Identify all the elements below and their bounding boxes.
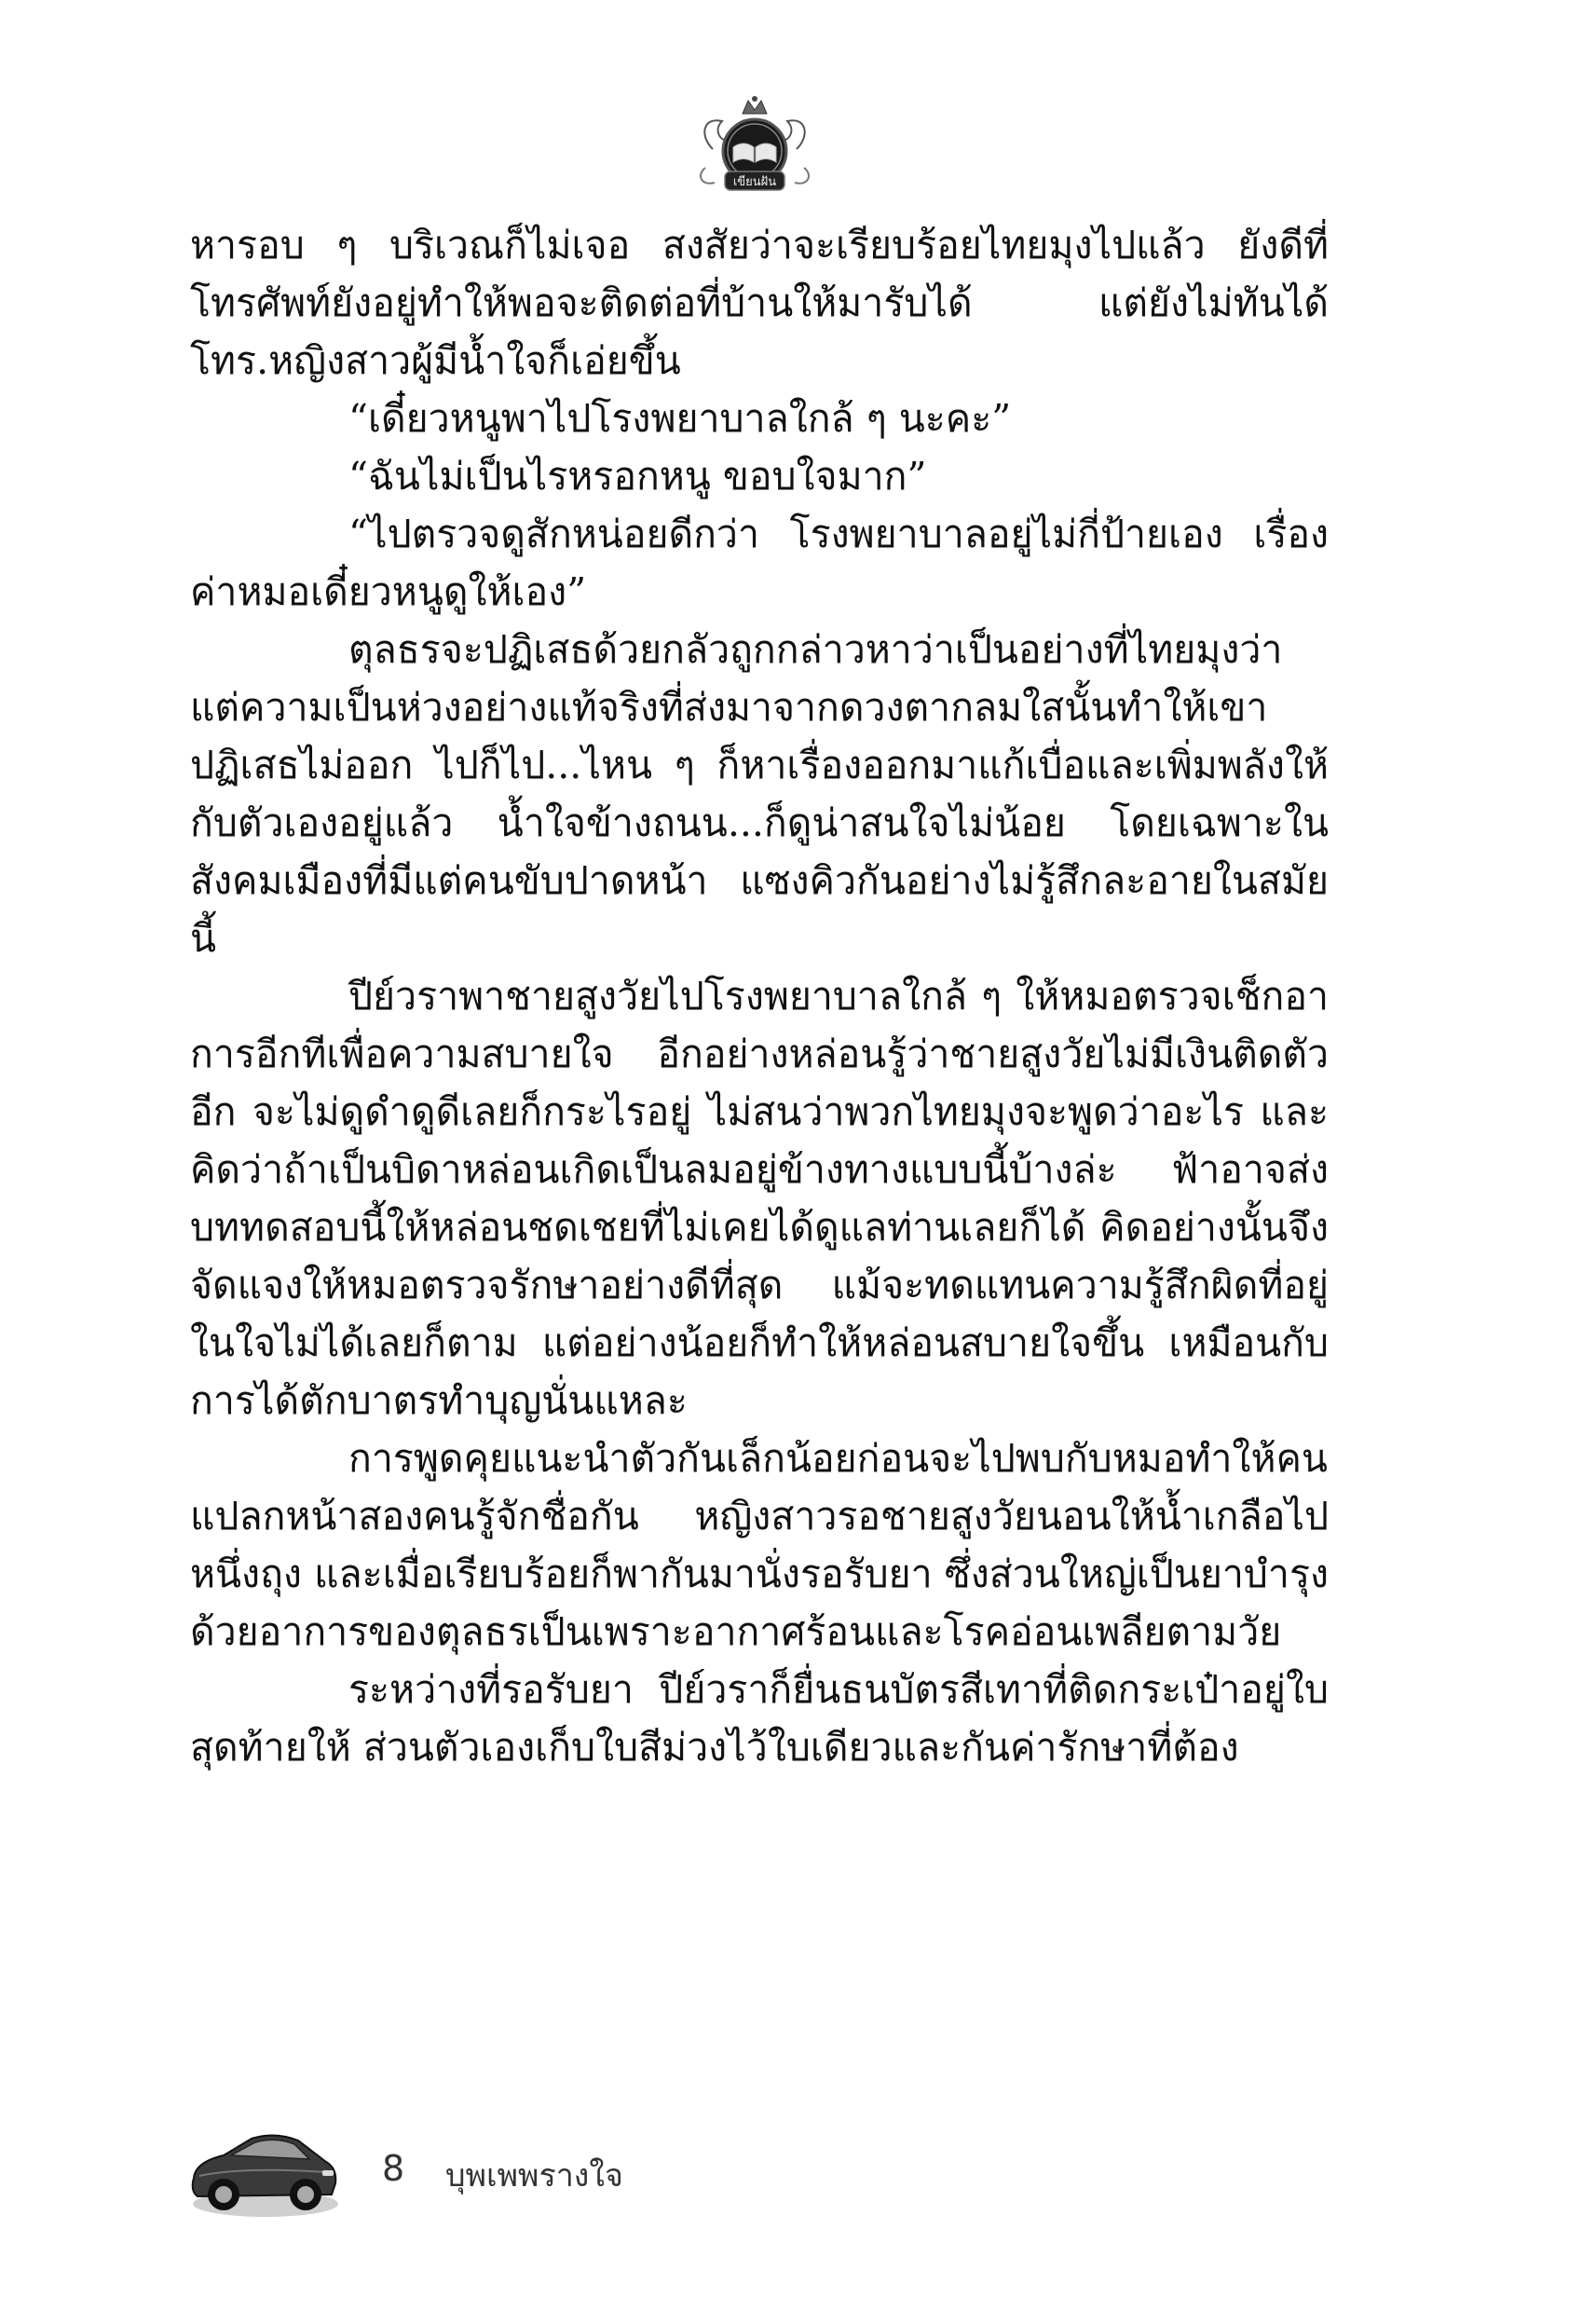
dialogue-paragraph: “เดี๋ยวหนูพาไปโรงพยาบาลใกล้ ๆ นะคะ” [348, 396, 1012, 441]
paragraph: ตุลธรจะปฏิเสธด้วยกลัวถูกกล่าวหาว่าเป็นอย่างที่ไทยมุงว่า แต่ความเป็นห่วงอย่างแท้จริงที่ส่งมาจากดวงตากลมใสนั้นทำให้เขาปฏิเสธไม่ออก ไปก็ไป...ไหน ๆ ก็หาเรื่องออกมาแก้เบื่อและเพิ่มพลังให้กับตัวเองอยู่แล้ว น้ำใจข้างถนน...ก็ดูน่าสนใจไม่น้อย โดยเฉพาะในสังคมเมืองที่มีแต่คนขับปาดหน้า แซงคิวกันอย่างไม่รู้สึกละอายในสมัยนี้ [190, 627, 1329, 961]
body-text [190, 216, 1329, 1776]
header-logo [694, 93, 815, 200]
paragraph: ระหว่างที่รอรับยา ปีย์วราก็ยื่นธนบัตรสีเทาที่ติดกระเป๋าอยู่ใบสุดท้ายให้ ส่วนตัวเองเก็บใบสีม่วงไว้ใบเดียวและกันค่ารักษาที่ต้อง [190, 1667, 1329, 1770]
paragraph: การพูดคุยแนะนำตัวกันเล็กน้อยก่อนจะไปพบกับหมอทำให้คนแปลกหน้าสองคนรู้จักชื่อกัน หญิงสาวรอชายสูงวัยนอนให้น้ำเกลือไปหนึ่งถุง และเมื่อเรียบร้อยก็พากันมานั่งรอรับยา ซึ่งส่วนใหญ่เป็นยาบำรุง ด้วยอาการของตุลธรเป็นเพราะอากาศร้อนและโรคอ่อนเพลียตามวัย [190, 1436, 1329, 1654]
sports-car-icon [186, 2111, 340, 2227]
footer-car-image [186, 2111, 340, 2227]
dialogue-paragraph: “ไปตรวจดูสักหน่อยดีกว่า โรงพยาบาลอยู่ไม่กี่ป้ายเอง เรื่องค่าหมอเดี๋ยวหนูดูให้เอง” [190, 512, 1329, 614]
ornamental-book-emblem-icon [694, 93, 815, 200]
paragraph: หารอบ ๆ บริเวณก็ไม่เจอ สงสัยว่าจะเรียบร้อยไทยมุงไปแล้ว ยังดีที่โทรศัพท์ยังอยู่ทำให้พอจะติดต่อที่บ้านให้มารับได้ แต่ยังไม่ทันได้โทร.หญิงสาวผู้มีน้ำใจก็เอ่ยขึ้น [190, 223, 1329, 383]
page-footer [186, 2111, 1025, 2241]
logo-text: เขียนฝัน [732, 175, 777, 189]
page-number: 8 [382, 2148, 405, 2189]
dialogue-paragraph: “ฉันไม่เป็นไรหรอกหนู ขอบใจมาก” [348, 454, 927, 499]
paragraph: ปีย์วราพาชายสูงวัยไปโรงพยาบาลใกล้ ๆ ให้หมอตรวจเช็กอาการอีกทีเพื่อความสบายใจ อีกอย่างหล่อนรู้ว่าชายสูงวัยไม่มีเงินติดตัวอีก จะไม่ดูดำดูดีเลยก็กระไรอยู่ ไม่สนว่าพวกไทยมุงจะพูดว่าอะไร และคิดว่าถ้าเป็นบิดาหล่อนเกิดเป็นลมอยู่ข้างทางแบบนี้บ้างล่ะ ฟ้าอาจส่งบททดสอบนี้ให้หล่อนชดเชยที่ไม่เคยได้ดูแลท่านเลยก็ได้ คิดอย่างนั้นจึงจัดแจงให้หมอตรวจรักษาอย่างดีที่สุด แม้จะทดแทนความรู้สึกผิดที่อยู่ในใจไม่ได้เลยก็ตาม แต่อย่างน้อยก็ทำให้หล่อนสบายใจขึ้น เหมือนกับการได้ตักบาตรทำบุญนั่นแหละ [190, 974, 1329, 1423]
book-title: บุพเพพรางใจ [445, 2157, 623, 2195]
